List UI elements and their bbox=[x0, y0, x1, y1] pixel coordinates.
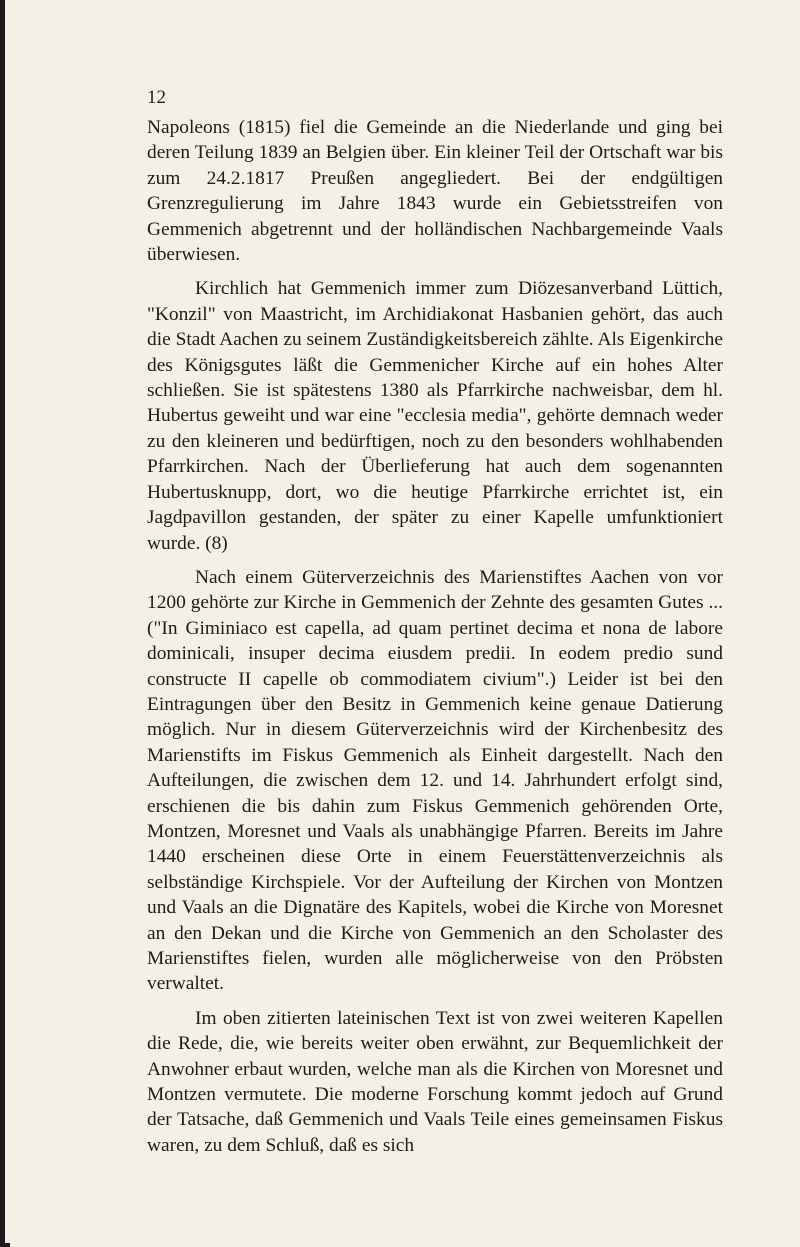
scan-edge-left bbox=[0, 0, 5, 1247]
paragraph-2: Kirchlich hat Gemmenich immer zum Diözesanverband Lüttich, "Konzil" von Maastricht, im Archidiakonat Hasbanien gehört, das auch die Stadt Aachen zu seinem Zuständigkeitsbereich zählte. Als Eigenkirche des Königsgutes läßt die Gemmenicher Kirche auf ein hohes Alter schließen. Sie ist spätestens 1380 als Pfarrkirche nachweisbar, dem hl. Hubertus geweiht und war eine "ecclesia media", gehörte demnach weder zu den kleineren und bedürftigen, noch zu den besonders wohlhabenden Pfarrkirchen. Nach der Überlieferung hat auch dem sogenannten Hubertusknupp, dort, wo die heutige Pfarrkirche errichtet ist, ein Jagdpavillon gestanden, der später zu einer Kapelle umfunktioniert wurde. (8) bbox=[147, 278, 723, 554]
paragraph-1: Napoleons (1815) fiel die Gemeinde an die Niederlande und ging bei deren Teilung 1839 an Belgien über. Ein kleiner Teil der Ortschaft war bis zum 24.2.1817 Preußen angegliedert. Bei der endgültigen Grenzregulierung im Jahre 1843 wurde ein Gebietsstreifen von Gemmenich abgetrennt und der holländischen Nachbargemeinde Vaals überwiesen. bbox=[147, 117, 723, 266]
paragraph-3: Nach einem Güterverzeichnis des Marienstiftes Aachen von vor 1200 gehörte zur Kirche in Gemmenich der Zehnte des gesamten Gutes ... ("In Giminiaco est capella, ad quam pertinet decima et nona de labore dominicali, insuper decima eiusdem predii. In eodem predio sund constructe II capelle ob commodiatem civium".) Leider ist bei den Eintragungen über den Besitz in Gemmenich keine genaue Datierung möglich. Nur in diesem Güterverzeichnis wird der Kirchenbesitz des Marienstifts im Fiskus Gemmenich als Einheit dargestellt. Nach den Aufteilungen, die zwischen dem 12. und 14. Jahrhundert erfolgt sind, erschienen die bis dahin zum Fiskus Gemmenich gehörenden Orte, Montzen, Moresnet und Vaals als unabhängige Pfarren. Bereits im Jahre 1440 erscheinen diese Orte in einem Feuerstättenverzeichnis als selbständige Kirchspiele. Vor der Aufteilung der Kirchen von Montzen und Vaals an die Dignatäre des Kapitels, wobei die Kirche von Moresnet an den Dekan und die Kirche von Gemmenich an den Scholaster des Marienstiftes fielen, wurden alle möglicherweise von den Pröbsten verwaltet. bbox=[147, 566, 723, 995]
scan-edge-bottom bbox=[0, 1243, 10, 1247]
body-text bbox=[147, 115, 723, 1167]
paragraph-4: Im oben zitierten lateinischen Text ist von zwei weiteren Kapellen die Rede, die, wie bereits weiter oben erwähnt, zur Bequemlichkeit der Anwohner erbaut wurden, welche man als die Kirchen von Moresnet und Montzen vermutete. Die moderne Forschung kommt jedoch auf Grund der Tatsache, daß Gemmenich und Vaals Teile eines gemeinsamen Fiskus waren, zu dem Schluß, daß es sich bbox=[147, 1007, 723, 1156]
page-number: 12 bbox=[147, 87, 166, 108]
